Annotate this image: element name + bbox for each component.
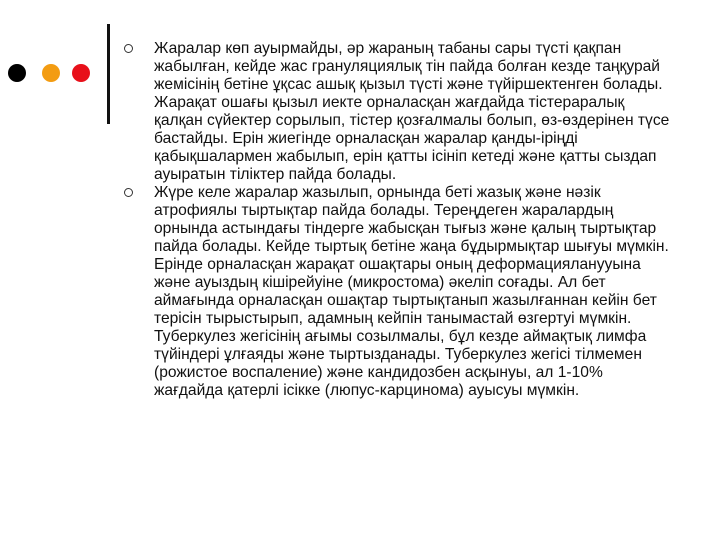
vertical-rule (107, 24, 110, 124)
bullet-circle-icon (124, 44, 133, 53)
bullet-text: Жаралар көп ауырмайды, әр жараның табаны сары түсті қақпан жабылған, кейде жас грануляциялық тін пайда болған кезде таңқурай жемісінің бетіне ұқсас ашық қызыл түсті және түйіршектенген болады. Жарақат ошағы қызыл иекте орналасқан жағдайда тістераралық қалқан сүйектер сорылып, тістер қозғалмалы болып, өз-өздерінен түсе бастайды. Ерін жиегінде орналасқан жаралар қанды-іріңді қабықшалармен жабылып, ерін қатты ісініп кетеді және қатты сыздап ауыратын тіліктер пайда болады. (154, 40, 670, 183)
bullet-item (124, 40, 672, 184)
bullet-item (124, 184, 672, 400)
bullet-circle-icon (124, 188, 133, 197)
decorative-dot-red (72, 64, 90, 82)
bullet-text: Жүре келе жаралар жазылып, орнында беті жазық және нәзік атрофиялы тыртықтар пайда болады. Тереңдеген жаралардың орнында астындағы тіндерге жабысқан тығыз және қалың тыртықтар пайда болады. Кейде тыртық бетіне жаңа бұдырмықтар шығуы мүмкін. Ерінде орналасқан жарақат ошақтары оның деформацияланууына және ауыздың кішірейуіне (микростома) әкеліп соғады. Ал бет аймағында орналасқан ошақтар тыртықтанып жазылғаннан кейін бет терісін тырыстырып, адамның кейпін танымастай өзгертуі мүмкін. Туберкулез жегісінің ағымы созылмалы, бұл кезде аймақтық лимфа түйіндері ұлғаяды және тыртызданады. Туберкулез жегісі тілмемен (рожистое воспаление) және кандидозбен асқынуы, ал 1-10% жағдайда қатерлі ісікке (люпус-карцинома) ауысуы мүмкін. (154, 184, 669, 399)
decorative-dot-black (8, 64, 26, 82)
decorative-dot-orange (42, 64, 60, 82)
slide-content (124, 40, 672, 400)
